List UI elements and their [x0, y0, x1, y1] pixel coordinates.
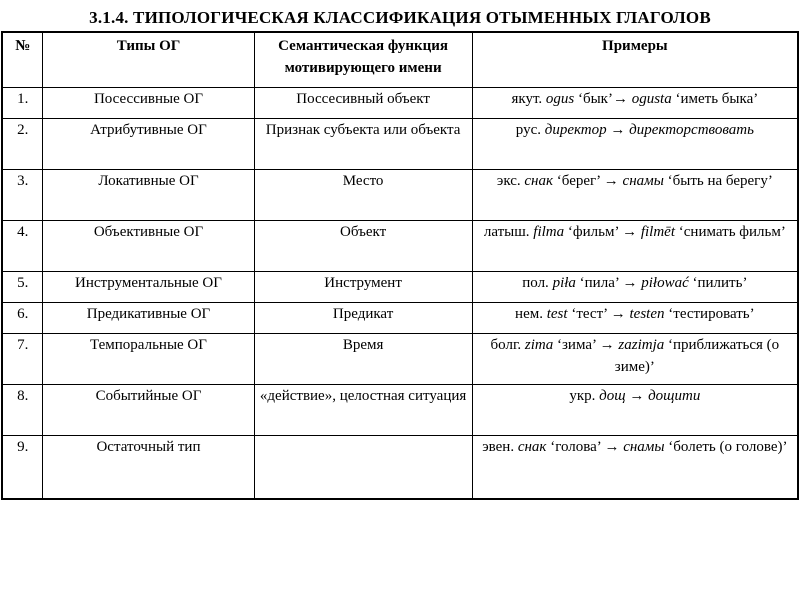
cell-number: 7. — [2, 334, 43, 385]
example-text: ‘быть на берегу’ — [663, 173, 773, 189]
classification-table — [1, 31, 799, 500]
cell-type: Локативные ОГ — [43, 170, 254, 221]
example-text: ‘иметь быка’ — [671, 91, 759, 107]
cell-number: 1. — [2, 88, 43, 119]
example-text: болг. — [490, 337, 525, 353]
header-type: Типы ОГ — [43, 32, 254, 88]
cell-number: 4. — [2, 221, 43, 272]
example-word: zazimja — [618, 337, 665, 353]
cell-type: Темпоральные ОГ — [43, 334, 254, 385]
example-word: piła — [552, 275, 576, 291]
example-text: ‘зима’ → — [553, 337, 619, 353]
example-text: пол. — [522, 275, 553, 291]
cell-example — [472, 170, 798, 221]
cell-type: Остаточный тип — [43, 436, 254, 500]
example-word: filma — [533, 224, 565, 240]
example-word: testen — [629, 306, 665, 322]
example-text: ‘болеть (о голове)’ — [664, 439, 788, 455]
example-text: нем. — [515, 306, 547, 322]
example-text: латыш. — [483, 224, 534, 240]
example-text: ‘пилить’ — [688, 275, 748, 291]
cell-example — [472, 303, 798, 334]
cell-number: 6. — [2, 303, 43, 334]
cell-type: Атрибутивные ОГ — [43, 119, 254, 170]
cell-function — [254, 436, 472, 500]
header-function: Семантическая функция мотивирующего имени — [254, 32, 472, 88]
table-row — [2, 436, 798, 500]
example-text: экс. — [496, 173, 525, 189]
cell-number: 2. — [2, 119, 43, 170]
header-examples: Примеры — [472, 32, 798, 88]
example-text: ‘берег’ → — [553, 173, 623, 189]
example-text: ‘голова’ → — [546, 439, 624, 455]
example-word: test — [546, 306, 568, 322]
cell-function: Признак субъекта или объекта — [254, 119, 472, 170]
table-header-row — [2, 32, 798, 88]
cell-function: Поссесивный объект — [254, 88, 472, 119]
cell-function: Предикат — [254, 303, 472, 334]
cell-function: Время — [254, 334, 472, 385]
example-word: снамы — [623, 439, 665, 455]
cell-example — [472, 385, 798, 436]
example-word: директор — [544, 122, 607, 138]
page-title: 3.1.4. ТИПОЛОГИЧЕСКАЯ КЛАССИФИКАЦИЯ ОТЫМЕННЫХ ГЛАГОЛОВ — [89, 8, 711, 27]
cell-number: 8. — [2, 385, 43, 436]
cell-function: Инструмент — [254, 272, 472, 303]
example-text: укр. — [569, 388, 600, 404]
example-text: якут. — [511, 91, 546, 107]
cell-type: Предикативные ОГ — [43, 303, 254, 334]
cell-example — [472, 88, 798, 119]
example-text: → — [606, 122, 630, 138]
cell-type: Объективные ОГ — [43, 221, 254, 272]
example-word: ogus — [545, 91, 575, 107]
table-row — [2, 170, 798, 221]
example-text: эвен. — [482, 439, 518, 455]
cell-example — [472, 436, 798, 500]
example-text: ‘бык’→ — [574, 91, 632, 107]
example-word: директорствовать — [629, 122, 754, 138]
table-row — [2, 334, 798, 385]
example-word: ogusta — [631, 91, 672, 107]
example-word: снак — [524, 173, 554, 189]
cell-number: 9. — [2, 436, 43, 500]
example-word: zima — [524, 337, 554, 353]
example-text: ‘снимать фильм’ — [675, 224, 786, 240]
example-text: ‘тест’ → — [567, 306, 630, 322]
example-word: piłować — [641, 275, 689, 291]
example-text: ‘тестировать’ — [664, 306, 755, 322]
cell-example — [472, 334, 798, 385]
cell-example — [472, 221, 798, 272]
example-word: снамы — [622, 173, 664, 189]
example-text: рус. — [515, 122, 545, 138]
example-word: дощити — [648, 388, 701, 404]
table-row — [2, 119, 798, 170]
example-word: filmēt — [640, 224, 676, 240]
table-row — [2, 88, 798, 119]
example-text: ‘пила’ → — [575, 275, 642, 291]
cell-function: «действие», целостная ситуация — [254, 385, 472, 436]
cell-type: Инструментальные ОГ — [43, 272, 254, 303]
example-word: дощ — [599, 388, 626, 404]
example-text: → — [625, 388, 649, 404]
cell-number: 3. — [2, 170, 43, 221]
cell-example — [472, 272, 798, 303]
example-text: ‘фильм’ → — [564, 224, 641, 240]
table-row — [2, 272, 798, 303]
cell-example — [472, 119, 798, 170]
cell-function: Место — [254, 170, 472, 221]
cell-number: 5. — [2, 272, 43, 303]
example-word: снак — [517, 439, 547, 455]
table-row — [2, 221, 798, 272]
example-text: ‘приближаться (о зиме)’ — [614, 337, 780, 375]
cell-type: Событийные ОГ — [43, 385, 254, 436]
cell-type: Посессивные ОГ — [43, 88, 254, 119]
table-row — [2, 385, 798, 436]
header-number: № — [2, 32, 43, 88]
table-row — [2, 303, 798, 334]
cell-function: Объект — [254, 221, 472, 272]
